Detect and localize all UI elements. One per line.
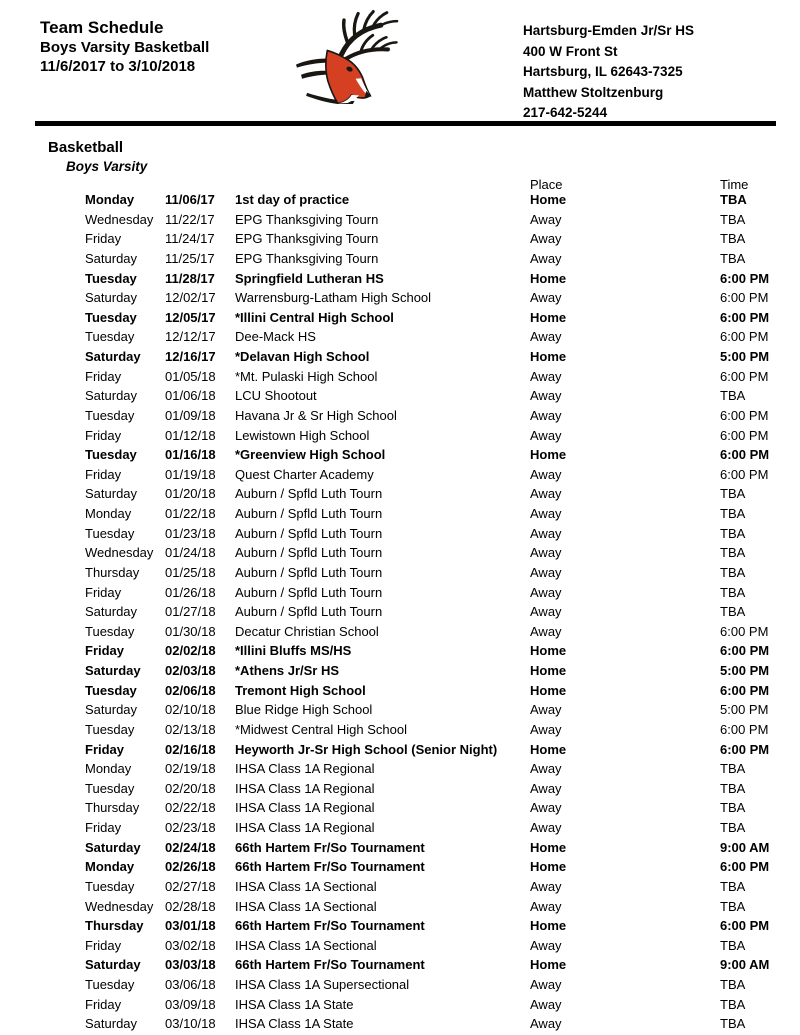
cell-event: Auburn / Spfld Luth Tourn xyxy=(235,564,383,580)
cell-place: Away xyxy=(530,820,562,835)
schedule-row xyxy=(0,288,800,308)
cell-day: Monday xyxy=(85,761,132,777)
cell-place: Away xyxy=(530,231,562,247)
sport-heading: Basketball xyxy=(48,139,124,156)
schedule-row xyxy=(0,269,800,289)
schedule-row xyxy=(0,308,800,328)
cell-day: Tuesday xyxy=(85,407,135,423)
cell-date: 11/06/17 xyxy=(165,192,215,207)
schedule-row xyxy=(0,681,800,701)
schedule-row xyxy=(0,210,800,230)
cell-event: Dee-Mack HS xyxy=(235,329,316,345)
schedule-row xyxy=(0,583,800,603)
cell-time: 6:00 PM xyxy=(720,407,769,423)
cell-event: *Delavan High School xyxy=(235,349,370,364)
cell-time: 6:00 PM xyxy=(720,623,769,639)
cell-day: Tuesday xyxy=(85,780,135,796)
cell-place: Away xyxy=(530,702,562,718)
cell-place: Away xyxy=(530,1016,562,1032)
cell-time: 9:00 AM xyxy=(720,839,770,855)
cell-date: 03/02/18 xyxy=(165,937,216,953)
cell-day: Saturday xyxy=(85,604,138,620)
cell-event: IHSA Class 1A State xyxy=(235,996,354,1012)
schedule-row xyxy=(0,975,800,995)
schedule-row xyxy=(0,700,800,720)
cell-event: Auburn / Spfld Luth Tourn xyxy=(235,604,383,620)
schedule-row xyxy=(0,367,800,387)
cell-date: 03/01/18 xyxy=(165,918,216,934)
schedule-row xyxy=(0,406,800,426)
schedule-row xyxy=(0,563,800,583)
schedule-row xyxy=(0,740,800,760)
cell-time: TBA xyxy=(720,937,746,953)
cell-date: 01/05/18 xyxy=(165,368,216,384)
cell-date: 11/22/17 xyxy=(165,211,215,227)
cell-event: Decatur Christian School xyxy=(235,623,379,639)
cell-day: Saturday xyxy=(85,388,138,404)
cell-time: TBA xyxy=(720,564,746,580)
cell-place: Away xyxy=(530,721,562,737)
cell-place: Away xyxy=(530,250,562,266)
cell-time: TBA xyxy=(720,545,746,561)
cell-time: 6:00 PM xyxy=(720,918,770,934)
cell-date: 11/24/17 xyxy=(165,231,215,247)
cell-date: 03/03/18 xyxy=(165,957,216,973)
cell-time: 6:00 PM xyxy=(720,643,770,659)
cell-place: Away xyxy=(530,407,562,423)
cell-day: Saturday xyxy=(85,250,138,266)
cell-date: 01/25/18 xyxy=(165,564,216,580)
cell-time: 6:00 PM xyxy=(720,447,770,463)
cell-date: 02/28/18 xyxy=(165,898,216,914)
schedule-row xyxy=(0,857,800,877)
cell-event: *Athens Jr/Sr HS xyxy=(235,663,340,678)
cell-time: TBA xyxy=(720,506,746,521)
cell-place: Home xyxy=(530,447,567,463)
cell-date: 12/12/17 xyxy=(165,329,216,345)
cell-day: Wednesday xyxy=(85,898,154,914)
cell-day: Thursday xyxy=(85,800,140,816)
cell-day: Friday xyxy=(85,584,122,600)
cell-place: Away xyxy=(530,525,562,541)
cell-date: 02/20/18 xyxy=(165,780,216,796)
cell-day: Saturday xyxy=(85,663,141,678)
cell-event: *Illini Central High School xyxy=(235,309,394,325)
cell-date: 02/27/18 xyxy=(165,878,216,894)
school-street: 400 W Front St xyxy=(523,43,618,59)
cell-date: 01/26/18 xyxy=(165,584,216,600)
school-city-line: Hartsburg, IL 62643-7325 xyxy=(523,64,683,79)
cell-place: Home xyxy=(530,643,567,659)
cell-time: 5:00 PM xyxy=(720,702,769,718)
cell-event: 1st day of practice xyxy=(235,192,350,207)
season-date-range: 11/6/2017 to 3/10/2018 xyxy=(40,58,196,75)
cell-date: 01/20/18 xyxy=(165,486,216,502)
cell-event: Warrensburg-Latham High School xyxy=(235,290,432,306)
schedule-row xyxy=(0,897,800,917)
cell-event: EPG Thanksgiving Tourn xyxy=(235,250,379,266)
cell-date: 02/19/18 xyxy=(165,761,216,777)
cell-place: Away xyxy=(530,584,562,600)
cell-date: 01/19/18 xyxy=(165,466,216,482)
cell-date: 02/06/18 xyxy=(165,682,216,698)
cell-date: 02/03/18 xyxy=(165,663,216,678)
cell-day: Tuesday xyxy=(85,682,137,698)
cell-day: Tuesday xyxy=(85,270,137,286)
cell-place: Away xyxy=(530,898,562,914)
cell-time: TBA xyxy=(720,192,747,207)
cell-date: 12/05/17 xyxy=(165,309,216,325)
cell-day: Friday xyxy=(85,466,122,482)
cell-day: Tuesday xyxy=(85,447,137,463)
schedule-row xyxy=(0,445,800,465)
cell-event: Auburn / Spfld Luth Tourn xyxy=(235,545,383,561)
cell-day: Saturday xyxy=(85,1016,138,1032)
cell-time: 6:00 PM xyxy=(720,309,770,325)
cell-event: *Illini Bluffs MS/HS xyxy=(235,643,352,659)
cell-date: 12/02/17 xyxy=(165,290,216,306)
schedule-row xyxy=(0,955,800,975)
cell-date: 02/24/18 xyxy=(165,839,216,855)
cell-time: TBA xyxy=(720,761,746,777)
cell-day: Friday xyxy=(85,820,122,835)
cell-day: Friday xyxy=(85,231,122,247)
cell-date: 01/27/18 xyxy=(165,604,216,620)
cell-event: IHSA Class 1A Sectional xyxy=(235,937,377,953)
cell-day: Monday xyxy=(85,506,132,521)
header-divider-rule xyxy=(35,121,776,126)
contact-phone: 217-642-5244 xyxy=(523,105,608,120)
cell-event: 66th Hartem Fr/So Tournament xyxy=(235,859,425,875)
team-level-heading: Boys Varsity xyxy=(66,159,148,174)
cell-date: 02/22/18 xyxy=(165,800,216,816)
cell-day: Saturday xyxy=(85,349,141,364)
schedule-row xyxy=(0,249,800,269)
schedule-row xyxy=(0,641,800,661)
cell-place: Away xyxy=(530,427,562,443)
cell-event: IHSA Class 1A Sectional xyxy=(235,898,377,914)
cell-time: 6:00 PM xyxy=(720,682,770,698)
schedule-row xyxy=(0,798,800,818)
schedule-row xyxy=(0,877,800,897)
cell-date: 02/02/18 xyxy=(165,643,216,659)
cell-time: TBA xyxy=(720,604,746,620)
cell-time: 6:00 PM xyxy=(720,368,769,384)
schedule-row xyxy=(0,1014,800,1034)
cell-place: Away xyxy=(530,800,562,816)
school-info-block xyxy=(523,21,694,124)
cell-date: 01/09/18 xyxy=(165,407,216,423)
cell-event: EPG Thanksgiving Tourn xyxy=(235,211,379,227)
cell-day: Tuesday xyxy=(85,721,135,737)
cell-time: TBA xyxy=(720,525,746,541)
cell-day: Friday xyxy=(85,996,122,1012)
cell-event: 66th Hartem Fr/So Tournament xyxy=(235,839,425,855)
cell-place: Away xyxy=(530,388,562,404)
cell-place: Home xyxy=(530,918,567,934)
cell-time: TBA xyxy=(720,996,746,1012)
cell-place: Home xyxy=(530,682,567,698)
schedule-row xyxy=(0,661,800,681)
cell-event: 66th Hartem Fr/So Tournament xyxy=(235,918,425,934)
cell-place: Away xyxy=(530,878,562,894)
cell-place: Home xyxy=(530,839,567,855)
cell-day: Tuesday xyxy=(85,309,137,325)
contact-name: Matthew Stoltzenburg xyxy=(523,84,664,100)
cell-event: *Mt. Pulaski High School xyxy=(235,368,378,384)
cell-place: Home xyxy=(530,309,567,325)
cell-date: 01/16/18 xyxy=(165,447,216,463)
cell-event: 66th Hartem Fr/So Tournament xyxy=(235,957,425,973)
cell-event: IHSA Class 1A State xyxy=(235,1016,354,1032)
cell-day: Monday xyxy=(85,859,135,875)
schedule-row xyxy=(0,426,800,446)
cell-date: 01/06/18 xyxy=(165,388,216,404)
cell-date: 11/28/17 xyxy=(165,270,215,286)
schedule-row xyxy=(0,936,800,956)
cell-place: Away xyxy=(530,623,562,639)
cell-day: Thursday xyxy=(85,564,140,580)
cell-place: Away xyxy=(530,996,562,1012)
cell-date: 11/25/17 xyxy=(165,250,215,266)
cell-time: 6:00 PM xyxy=(720,290,769,306)
column-header-time: Time xyxy=(720,177,749,192)
cell-date: 02/10/18 xyxy=(165,702,216,718)
cell-event: Tremont High School xyxy=(235,682,366,698)
schedule-table xyxy=(0,190,800,1034)
cell-event: IHSA Class 1A Sectional xyxy=(235,878,377,894)
cell-event: Heyworth Jr-Sr High School (Senior Night) xyxy=(235,741,498,757)
cell-event: Lewistown High School xyxy=(235,427,370,443)
schedule-row xyxy=(0,504,800,524)
cell-time: TBA xyxy=(720,820,746,835)
cell-day: Saturday xyxy=(85,702,138,718)
schedule-row xyxy=(0,465,800,485)
cell-day: Saturday xyxy=(85,839,141,855)
cell-time: TBA xyxy=(720,977,746,992)
schedule-row xyxy=(0,720,800,740)
cell-place: Home xyxy=(530,349,567,364)
cell-day: Tuesday xyxy=(85,878,135,894)
cell-place: Home xyxy=(530,741,567,757)
cell-date: 01/30/18 xyxy=(165,623,216,639)
schedule-row xyxy=(0,327,800,347)
cell-date: 03/09/18 xyxy=(165,996,216,1012)
cell-time: 6:00 PM xyxy=(720,329,769,345)
cell-event: LCU Shootout xyxy=(235,388,317,404)
cell-day: Tuesday xyxy=(85,977,135,992)
cell-day: Tuesday xyxy=(85,623,135,639)
cell-date: 12/16/17 xyxy=(165,349,216,364)
cell-day: Thursday xyxy=(85,918,144,934)
cell-time: TBA xyxy=(720,584,746,600)
schedule-row xyxy=(0,602,800,622)
cell-time: 9:00 AM xyxy=(720,957,770,973)
schedule-row xyxy=(0,916,800,936)
cell-event: Auburn / Spfld Luth Tourn xyxy=(235,506,383,521)
cell-day: Wednesday xyxy=(85,211,154,227)
table-column-headers xyxy=(0,177,800,191)
cell-event: IHSA Class 1A Regional xyxy=(235,761,375,777)
stag-mascot-logo-icon xyxy=(293,8,401,104)
cell-place: Away xyxy=(530,486,562,502)
cell-place: Away xyxy=(530,545,562,561)
cell-place: Away xyxy=(530,937,562,953)
cell-event: EPG Thanksgiving Tourn xyxy=(235,231,379,247)
cell-time: 5:00 PM xyxy=(720,663,770,678)
schedule-row xyxy=(0,995,800,1015)
cell-day: Friday xyxy=(85,368,122,384)
cell-place: Away xyxy=(530,368,562,384)
cell-date: 01/24/18 xyxy=(165,545,216,561)
schedule-row xyxy=(0,622,800,642)
cell-event: *Midwest Central High School xyxy=(235,721,407,737)
cell-date: 01/12/18 xyxy=(165,427,216,443)
cell-place: Away xyxy=(530,564,562,580)
cell-day: Saturday xyxy=(85,957,141,973)
cell-place: Home xyxy=(530,192,567,207)
cell-date: 01/22/18 xyxy=(165,506,216,521)
cell-place: Away xyxy=(530,329,562,345)
cell-date: 01/23/18 xyxy=(165,525,216,541)
cell-event: Springfield Lutheran HS xyxy=(235,270,384,286)
schedule-row xyxy=(0,484,800,504)
schedule-row xyxy=(0,779,800,799)
cell-place: Away xyxy=(530,290,562,306)
cell-place: Home xyxy=(530,957,567,973)
schedule-row xyxy=(0,229,800,249)
cell-place: Away xyxy=(530,604,562,620)
cell-day: Friday xyxy=(85,427,122,443)
schedule-row xyxy=(0,386,800,406)
cell-date: 03/06/18 xyxy=(165,977,216,992)
cell-event: Auburn / Spfld Luth Tourn xyxy=(235,525,383,541)
cell-day: Saturday xyxy=(85,290,138,306)
cell-time: 5:00 PM xyxy=(720,349,770,364)
cell-time: TBA xyxy=(720,388,746,404)
cell-event: IHSA Class 1A Regional xyxy=(235,820,375,835)
schedule-row xyxy=(0,347,800,367)
schedule-row xyxy=(0,818,800,838)
cell-time: TBA xyxy=(720,211,746,227)
cell-place: Away xyxy=(530,780,562,796)
cell-event: Quest Charter Academy xyxy=(235,466,374,482)
schedule-row xyxy=(0,190,800,210)
column-header-place: Place xyxy=(530,177,563,192)
cell-place: Home xyxy=(530,270,567,286)
cell-place: Away xyxy=(530,506,562,521)
cell-date: 03/10/18 xyxy=(165,1016,216,1032)
cell-place: Home xyxy=(530,663,567,678)
header-left-block xyxy=(40,17,209,76)
cell-place: Home xyxy=(530,859,567,875)
cell-day: Tuesday xyxy=(85,525,135,541)
cell-time: TBA xyxy=(720,800,746,816)
cell-time: TBA xyxy=(720,780,746,796)
cell-event: Auburn / Spfld Luth Tourn xyxy=(235,584,383,600)
cell-time: TBA xyxy=(720,878,746,894)
schedule-row xyxy=(0,543,800,563)
cell-time: 6:00 PM xyxy=(720,741,770,757)
cell-event: Havana Jr & Sr High School xyxy=(235,407,397,423)
cell-place: Away xyxy=(530,466,562,482)
cell-event: Auburn / Spfld Luth Tourn xyxy=(235,486,383,502)
cell-time: 6:00 PM xyxy=(720,270,770,286)
cell-time: TBA xyxy=(720,1016,746,1032)
cell-date: 02/13/18 xyxy=(165,721,216,737)
cell-place: Away xyxy=(530,761,562,777)
cell-day: Tuesday xyxy=(85,329,135,345)
cell-time: TBA xyxy=(720,486,746,502)
schedule-row xyxy=(0,524,800,544)
schedule-row xyxy=(0,759,800,779)
cell-time: 6:00 PM xyxy=(720,721,769,737)
cell-day: Friday xyxy=(85,643,125,659)
cell-time: TBA xyxy=(720,231,746,247)
cell-day: Saturday xyxy=(85,486,138,502)
cell-time: 6:00 PM xyxy=(720,427,769,443)
cell-time: 6:00 PM xyxy=(720,466,769,482)
team-subtitle: Boys Varsity Basketball xyxy=(40,39,210,56)
cell-event: IHSA Class 1A Regional xyxy=(235,780,375,796)
cell-time: TBA xyxy=(720,898,746,914)
cell-date: 02/26/18 xyxy=(165,859,216,875)
page-title: Team Schedule xyxy=(40,18,164,37)
cell-place: Away xyxy=(530,977,562,992)
cell-day: Friday xyxy=(85,937,122,953)
cell-day: Friday xyxy=(85,741,125,757)
cell-time: 6:00 PM xyxy=(720,859,770,875)
cell-date: 02/23/18 xyxy=(165,820,216,835)
school-name: Hartsburg-Emden Jr/Sr HS xyxy=(523,23,695,38)
cell-day: Wednesday xyxy=(85,545,154,561)
cell-date: 02/16/18 xyxy=(165,741,216,757)
cell-time: TBA xyxy=(720,250,746,266)
schedule-row xyxy=(0,838,800,858)
cell-event: IHSA Class 1A Regional xyxy=(235,800,375,816)
cell-event: *Greenview High School xyxy=(235,447,386,463)
cell-event: IHSA Class 1A Supersectional xyxy=(235,977,410,992)
cell-place: Away xyxy=(530,211,562,227)
cell-day: Monday xyxy=(85,192,135,207)
cell-event: Blue Ridge High School xyxy=(235,702,373,718)
